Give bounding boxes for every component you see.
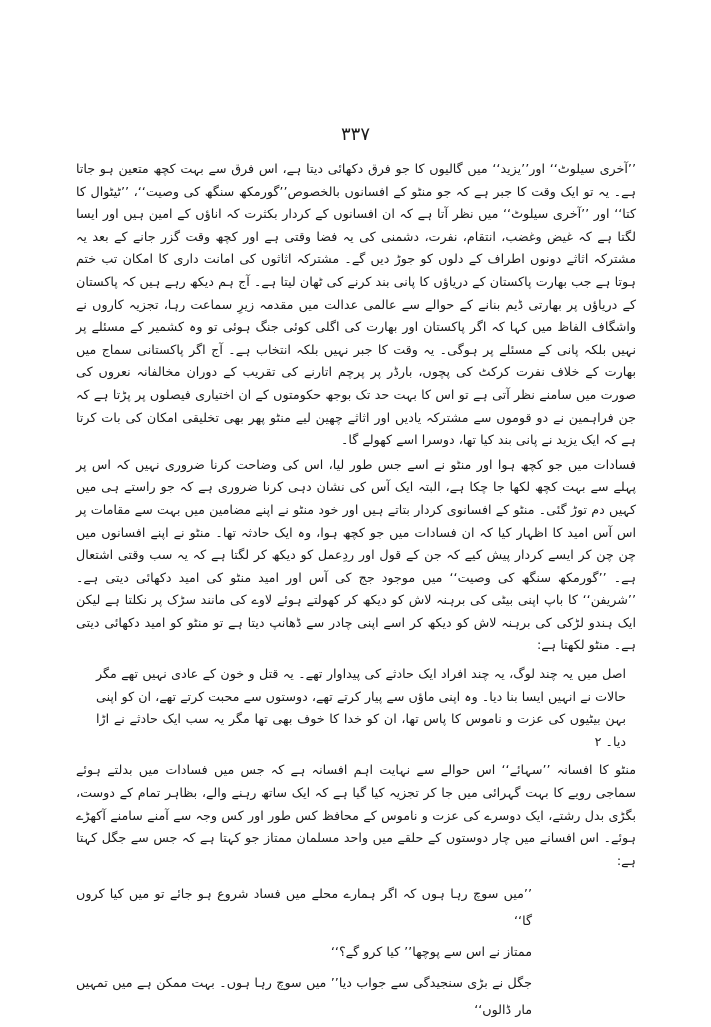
paragraph-2: فسادات میں جو کچھ ہوا اور منٹو نے اسے جس طور لیا، اس کی وضاحت کرنا ضروری نہیں کہ اس پر پہلے سے بہت کچھ لکھا جا چکا ہے، البتہ ایک آس کی نشان دہی کرنا ضروری ہے کہ جو راستے ہی میں کہیں دم توڑ گئی۔ منٹو کے افسانوی کردار بتاتے ہیں اور خود منٹو نے اپنے مضامین میں بہت سے مقامات پر اس آس امید کا اظہار کیا کہ ان فسادات میں جو کچھ ہوا، وہ ایک حادثہ تھا۔ منٹو نے اپنے افسانوں میں چن چن کر ایسے کردار پیش کیے کہ جن کے قول اور ردِعمل کو دیکھ کر لگتا ہے کہ یہ سب وقتی اشتعال ہے۔ ’’گورمکھ سنگھ کی وصیت‘‘ میں موجود جج کی آس اور امید منٹو کی امید دکھائی دیتی ہے۔ ’’شریفن‘‘ کا باپ اپنی بیٹی کی برہنہ لاش کو دیکھ کر کھولتے ہوئے لاوے کی مانند سڑک پر نکلتا ہے لیکن ایک ہندو لڑکی کی برہنہ لاش کو دیکھ کر اسے اپنی چادر سے ڈھانپ دیتا ہے تو منٹو کو امید دکھائی دیتی ہے۔ منٹو لکھتا ہے:: [76, 456, 636, 653]
paragraph-1: ’’آخری سیلوٹ‘‘ اور’’یزید‘‘ میں گالیوں کا جو فرق دکھائی دیتا ہے، اس فرق سے بہت کچھ متعین ہو جاتا ہے۔ یہ تو ایک وقت کا جبر ہے کہ جو منٹو کے افسانوں بالخصوص’’گورمکھ سنگھ کی وصیت‘‘، ’’ٹیٹوال کا کتا‘‘ اور ’’آخری سیلوٹ‘‘ میں نظر آتا ہے کہ ان افسانوں کے کردار بکثرت کہ اناؤں کے امین ہیں اور ایسا لگتا ہے کہ غیض وغضب، انتقام، نفرت، دشمنی کی یہ فضا وقتی ہے اور کچھ وقت گزر جانے کے بعد یہ مشترکہ اثاثے دونوں اطراف کے دلوں کو جوڑ دیں گے۔ مشترکہ اثاثوں کی امانت داری کا امکان تب ختم ہوتا ہے جب بھارت پاکستان کے دریاؤں کا پانی بند کرنے کی ٹھان لیتا ہے۔ آج ہم دیکھ رہے ہیں کہ پاکستان کے دریاؤں پر بھارتی ڈیم بنانے کے حوالے سے عالمی عدالت میں مقدمہ زیرِ سماعت رہا، تجزیہ کاروں نے واشگاف الفاظ میں کہا کہ اگر پاکستان اور بھارت کی اگلی کوئی جنگ ہوئی تو وہ کشمیر کے مسئلے پر نہیں بلکہ پانی کے مسئلے پر ہوگی۔ یہ وقت کا جبر نہیں بلکہ انتخاب ہے۔ آج اگر پاکستانی سماج میں بھارت کے خلاف نفرت کرکٹ کی پچوں، بارڈر پر پرچم اتارنے کی تقریب کے دوران مخالفانہ نعروں کی صورت میں سامنے نظر آتی ہے تو اس کا بہت حد تک بوجھ حکومتوں کے ان اختیاری فیصلوں پر پڑتا ہے کہ جن فراہمین نے دو قوموں سے مشترکہ یادیں اور اثاثے چھین لیے منٹو پھر بھی تخلیقی امکان کی بات کرتا ہے کہ ایک یزید نے پانی بند کیا تھا، دوسرا اسے کھولے گا۔: [76, 161, 636, 448]
dialogue-block: [76, 880, 532, 1023]
page-body: [76, 158, 636, 1027]
paragraph-3: منٹو کا افسانہ ’’سہائے‘‘ اس حوالے سے نہایت اہم افسانہ ہے کہ جس میں فسادات میں بدلتے ہوئے سماجی رویے کا بہت گہرائی میں جا کر تجزیہ کیا گیا ہے کہ ایک ساتھ رہنے والے، بظاہر تمام کے دوست، بگڑی بدل رشتے، ایک دوسرے کی عزت و ناموس کے محافظ کس طور اور کس وجہ سے آمنے سامنے آکھڑے ہوئے۔ اس افسانے میں چار دوستوں کے حلقے میں واحد مسلمان ممتاز جو کہتا ہے کہ جس سے جگل کہتا ہے:: [76, 762, 636, 868]
dialogue-line: ممتاز نے اس سے پوچھا’’ کیا کرو گے؟‘‘: [330, 944, 532, 960]
dialogue-line: جگل نے بڑی سنجیدگی سے جواب دیا’’ میں سوچ رہا ہوں۔ بہت ممکن ہے میں تمہیں مار ڈالوں‘‘: [76, 975, 532, 1018]
block-quote: اصل میں یہ چند لوگ، یہ چند افراد ایک حادثے کی پیداوار تھے۔ یہ قتل و خون کے عادی نہیں تھے مگر حالات نے انہیں ایسا بنا دیا۔ وہ اپنی ماؤں سے پیار کرتے تھے، دوستوں سے محبت کرتے تھے، ان کو اپنی بہن بیٹیوں کی عزت و ناموس کا پاس تھا، ان کو خدا کا خوف بھی تھا مگر یہ سب ایک حادثے نے اڑا دیا۔ ۲: [96, 666, 626, 749]
page-number: ۳۳۷: [340, 124, 370, 145]
dialogue-line: ’’میں سوچ رہا ہوں کہ اگر ہمارے محلے میں فساد شروع ہو جائے تو میں کیا کروں گا‘‘: [76, 886, 532, 929]
